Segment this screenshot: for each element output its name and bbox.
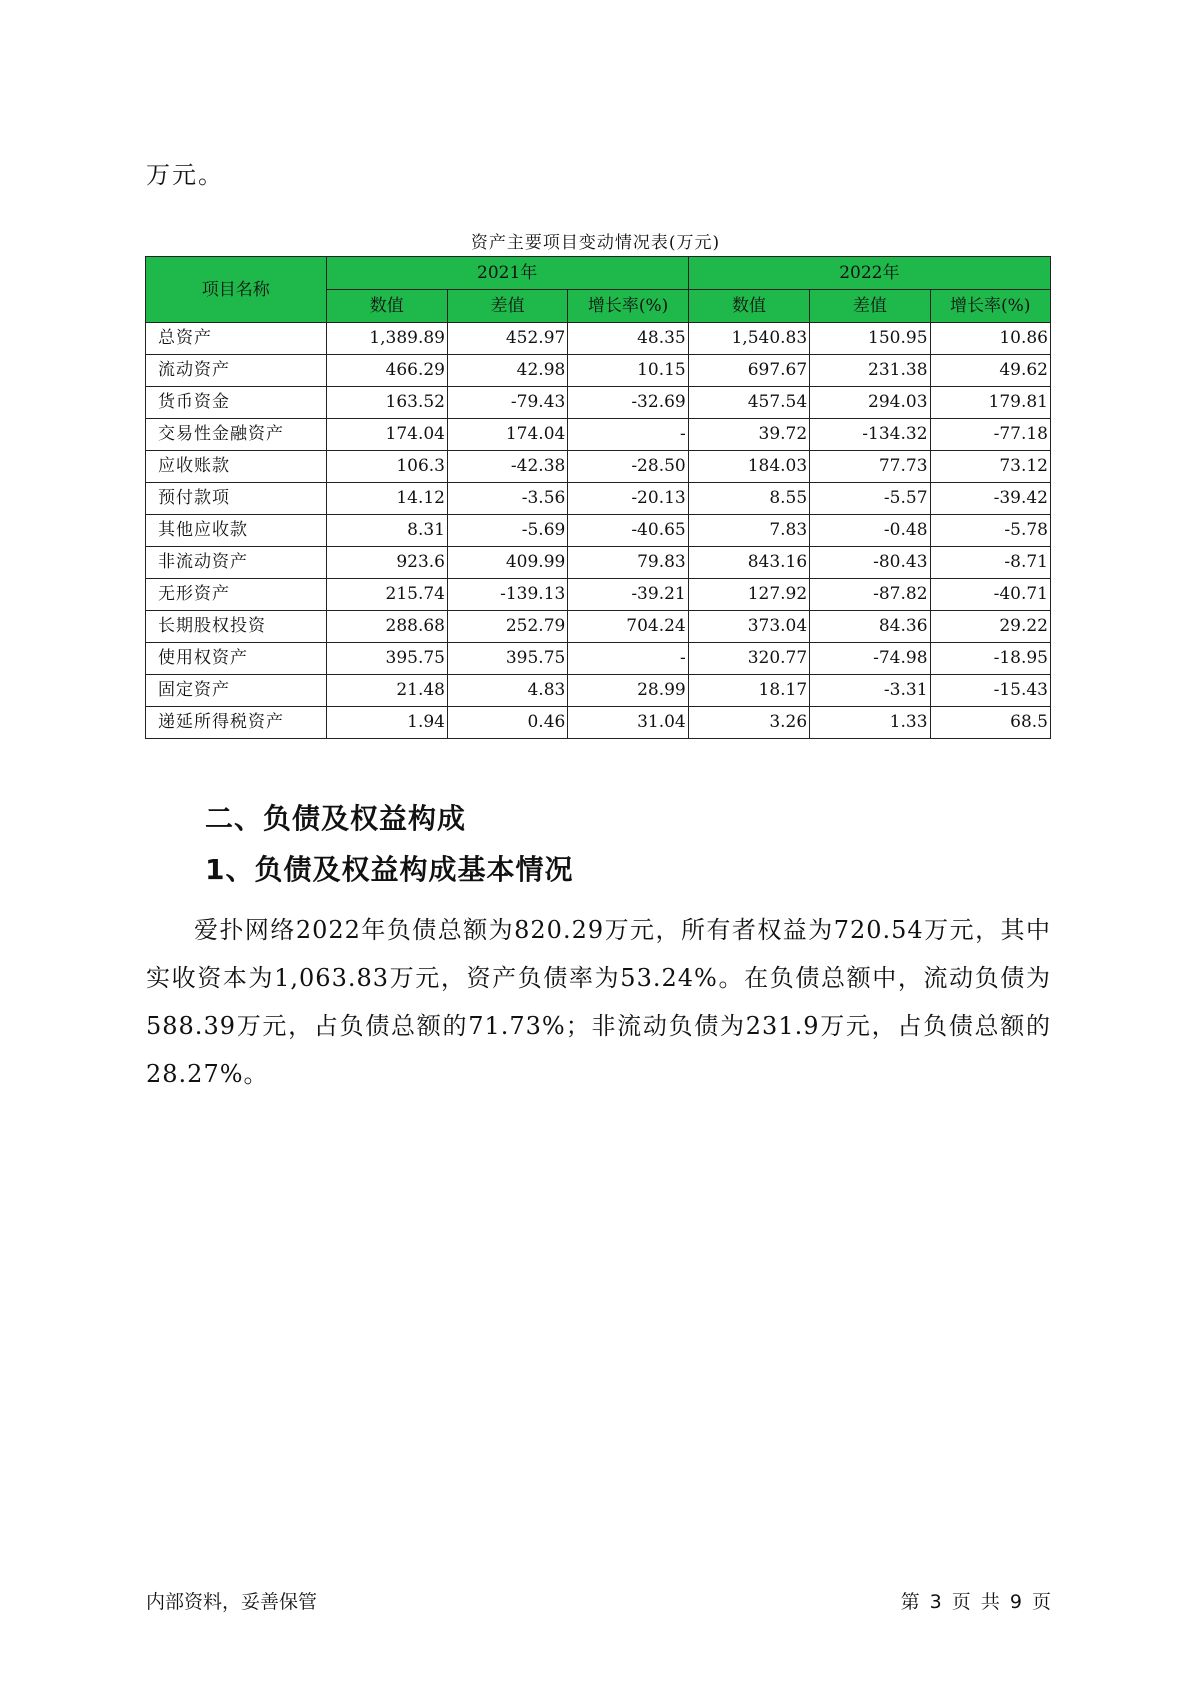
header-year-2022: 2022年 <box>688 257 1050 290</box>
row-value-cell: 84.36 <box>810 611 930 643</box>
row-value-cell: -3.31 <box>810 675 930 707</box>
row-value-cell: 457.54 <box>688 387 809 419</box>
row-value-cell: 77.73 <box>810 451 930 483</box>
row-value-cell: 174.04 <box>326 419 447 451</box>
row-item-name: 货币资金 <box>146 387 327 419</box>
table-row <box>146 515 1051 547</box>
row-value-cell: 163.52 <box>326 387 447 419</box>
row-value-cell: -5.78 <box>930 515 1050 547</box>
row-value-cell: 106.3 <box>326 451 447 483</box>
row-value-cell: 294.03 <box>810 387 930 419</box>
row-value-cell: 373.04 <box>688 611 809 643</box>
table-caption: 资产主要项目变动情况表(万元) <box>470 233 721 253</box>
row-value-cell: -5.57 <box>810 483 930 515</box>
row-value-cell: 10.86 <box>930 323 1050 355</box>
row-item-name: 固定资产 <box>146 675 327 707</box>
row-value-cell: 0.46 <box>447 707 567 739</box>
subsection-heading: 1、负债及权益构成基本情况 <box>205 853 574 886</box>
subheader-diff: 差值 <box>447 290 567 323</box>
row-value-cell: 48.35 <box>568 323 688 355</box>
row-value-cell: 1.94 <box>326 707 447 739</box>
row-value-cell: 29.22 <box>930 611 1050 643</box>
row-value-cell: -39.42 <box>930 483 1050 515</box>
row-value-cell: 184.03 <box>688 451 809 483</box>
row-value-cell: 21.48 <box>326 675 447 707</box>
row-value-cell: -0.48 <box>810 515 930 547</box>
row-value-cell: 320.77 <box>688 643 809 675</box>
row-value-cell: 1.33 <box>810 707 930 739</box>
row-item-name: 无形资产 <box>146 579 327 611</box>
row-value-cell: -8.71 <box>930 547 1050 579</box>
row-value-cell: 73.12 <box>930 451 1050 483</box>
subheader-growth: 增长率(%) <box>930 290 1050 323</box>
table-row <box>146 547 1051 579</box>
table-row <box>146 355 1051 387</box>
row-value-cell: 39.72 <box>688 419 809 451</box>
row-value-cell: -39.21 <box>568 579 688 611</box>
row-value-cell: -40.71 <box>930 579 1050 611</box>
row-value-cell: 288.68 <box>326 611 447 643</box>
table-row <box>146 643 1051 675</box>
row-value-cell: 14.12 <box>326 483 447 515</box>
row-value-cell: 18.17 <box>688 675 809 707</box>
row-value-cell: - <box>568 419 688 451</box>
row-value-cell: -42.38 <box>447 451 567 483</box>
row-value-cell: -87.82 <box>810 579 930 611</box>
row-value-cell: 395.75 <box>326 643 447 675</box>
footer-confidential-note: 内部资料，妥善保管 <box>146 1591 318 1613</box>
row-value-cell: 231.38 <box>810 355 930 387</box>
row-value-cell: -74.98 <box>810 643 930 675</box>
row-value-cell: 42.98 <box>447 355 567 387</box>
row-value-cell: 150.95 <box>810 323 930 355</box>
row-value-cell: 697.67 <box>688 355 809 387</box>
table-body <box>146 323 1051 739</box>
row-value-cell: 174.04 <box>447 419 567 451</box>
table-row <box>146 323 1051 355</box>
row-value-cell: 7.83 <box>688 515 809 547</box>
row-value-cell: -15.43 <box>930 675 1050 707</box>
row-item-name: 总资产 <box>146 323 327 355</box>
table-row <box>146 707 1051 739</box>
row-value-cell: -20.13 <box>568 483 688 515</box>
table-row <box>146 483 1051 515</box>
row-value-cell: 68.5 <box>930 707 1050 739</box>
body-paragraph: 爱扑网络2022年负债总额为820.29万元，所有者权益为720.54万元，其中实收资本为1,063.83万元，资产负债率为53.24%。在负债总额中，流动负债为588.39万元，占负债总额的71.73%；非流动负债为231.9万元，占负债总额的28.27%。 <box>146 916 1051 1088</box>
lead-text: 万元。 <box>146 161 224 189</box>
row-value-cell: -79.43 <box>447 387 567 419</box>
row-item-name: 使用权资产 <box>146 643 327 675</box>
row-value-cell: -139.13 <box>447 579 567 611</box>
row-value-cell: 466.29 <box>326 355 447 387</box>
row-value-cell: - <box>568 643 688 675</box>
row-value-cell: 409.99 <box>447 547 567 579</box>
row-value-cell: 8.55 <box>688 483 809 515</box>
table-header-row <box>146 257 1051 290</box>
row-value-cell: 28.99 <box>568 675 688 707</box>
row-value-cell: 215.74 <box>326 579 447 611</box>
row-value-cell: 79.83 <box>568 547 688 579</box>
subheader-value: 数值 <box>326 290 447 323</box>
table-row <box>146 675 1051 707</box>
asset-change-table <box>145 256 1051 739</box>
row-value-cell: 843.16 <box>688 547 809 579</box>
table-row <box>146 387 1051 419</box>
row-value-cell: 10.15 <box>568 355 688 387</box>
row-value-cell: -134.32 <box>810 419 930 451</box>
header-item-name: 项目名称 <box>146 257 327 323</box>
subheader-growth: 增长率(%) <box>568 290 688 323</box>
table-row <box>146 451 1051 483</box>
row-item-name: 其他应收款 <box>146 515 327 547</box>
row-item-name: 流动资产 <box>146 355 327 387</box>
row-value-cell: -3.56 <box>447 483 567 515</box>
row-value-cell: 4.83 <box>447 675 567 707</box>
row-value-cell: -40.65 <box>568 515 688 547</box>
row-item-name: 递延所得税资产 <box>146 707 327 739</box>
row-value-cell: -77.18 <box>930 419 1050 451</box>
subheader-value: 数值 <box>688 290 809 323</box>
row-item-name: 交易性金融资产 <box>146 419 327 451</box>
row-value-cell: 452.97 <box>447 323 567 355</box>
row-value-cell: -28.50 <box>568 451 688 483</box>
row-value-cell: -80.43 <box>810 547 930 579</box>
row-item-name: 非流动资产 <box>146 547 327 579</box>
row-item-name: 应收账款 <box>146 451 327 483</box>
row-value-cell: 31.04 <box>568 707 688 739</box>
table-row <box>146 611 1051 643</box>
header-year-2021: 2021年 <box>326 257 688 290</box>
row-value-cell: 127.92 <box>688 579 809 611</box>
row-value-cell: 49.62 <box>930 355 1050 387</box>
row-value-cell: -5.69 <box>447 515 567 547</box>
row-item-name: 长期股权投资 <box>146 611 327 643</box>
row-item-name: 预付款项 <box>146 483 327 515</box>
row-value-cell: 179.81 <box>930 387 1050 419</box>
row-value-cell: 252.79 <box>447 611 567 643</box>
row-value-cell: 1,540.83 <box>688 323 809 355</box>
row-value-cell: -32.69 <box>568 387 688 419</box>
row-value-cell: -18.95 <box>930 643 1050 675</box>
table-row <box>146 579 1051 611</box>
row-value-cell: 395.75 <box>447 643 567 675</box>
row-value-cell: 923.6 <box>326 547 447 579</box>
subheader-diff: 差值 <box>810 290 930 323</box>
section-heading: 二、负债及权益构成 <box>205 802 467 835</box>
footer-page-number: 第 3 页 共 9 页 <box>900 1591 1051 1613</box>
row-value-cell: 1,389.89 <box>326 323 447 355</box>
row-value-cell: 704.24 <box>568 611 688 643</box>
table-row <box>146 419 1051 451</box>
row-value-cell: 3.26 <box>688 707 809 739</box>
row-value-cell: 8.31 <box>326 515 447 547</box>
